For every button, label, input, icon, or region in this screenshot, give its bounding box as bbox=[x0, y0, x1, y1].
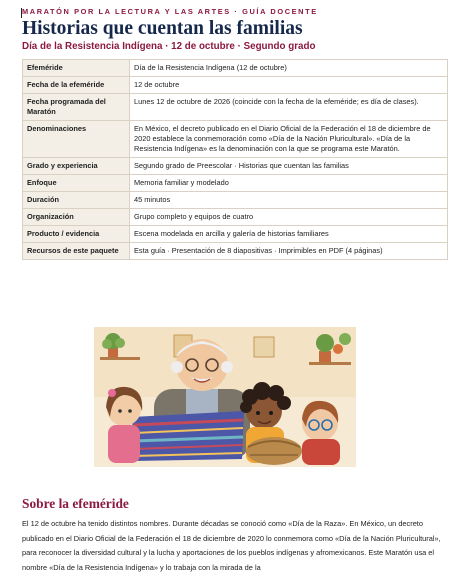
row-value: 45 minutos bbox=[130, 192, 448, 209]
table-row bbox=[23, 243, 448, 260]
table-row bbox=[23, 158, 448, 175]
row-label: Producto / evidencia bbox=[23, 226, 130, 243]
row-label: Grado y experiencia bbox=[23, 158, 130, 175]
row-label: Duración bbox=[23, 192, 130, 209]
row-label: Organización bbox=[23, 209, 130, 226]
kicker: MARATÓN POR LA LECTURA Y LAS ARTES · GUÍA DOCENTE bbox=[22, 7, 318, 16]
row-value: Segundo grado de Preescolar · Historias que cuentan las familias bbox=[130, 158, 448, 175]
row-value: Esta guía · Presentación de 8 diapositivas · Imprimibles en PDF (4 páginas) bbox=[130, 243, 448, 260]
document-page bbox=[22, 6, 448, 260]
table-row bbox=[23, 175, 448, 192]
row-label: Fecha programada del Maratón bbox=[23, 94, 130, 121]
table-row bbox=[23, 94, 448, 121]
row-label: Enfoque bbox=[23, 175, 130, 192]
section-paragraph: El 12 de octubre ha tenido distintos nombres. Durante décadas se conoció como «Día de la Raza». En México, un decreto publicado en el Diario Oficial de la Federación el 18 de diciembre de 2020 lo conmemora como «Día de la Nación Pluricultural», para reconocer la diversidad cultural y la lucha y aportaciones de los pueblos indígenas y afromexicanos. Este Maratón usa el nombre «Día de la Resistencia Indígena» y lo trabaja con la mirada de la bbox=[22, 519, 441, 572]
row-label: Recursos de este paquete bbox=[23, 243, 130, 260]
row-label: Efeméride bbox=[23, 60, 130, 77]
family-illustration bbox=[94, 327, 356, 467]
row-value: 12 de octubre bbox=[130, 77, 448, 94]
info-table bbox=[22, 59, 448, 260]
table-row bbox=[23, 192, 448, 209]
table-row bbox=[23, 77, 448, 94]
section-heading: Sobre la efeméride bbox=[22, 496, 129, 511]
row-value: En México, el decreto publicado en el Diario Oficial de la Federación el 18 de diciembre de 2020 establece la conmemoración como «Día de la Nación Pluricultural». «Día de la Resistencia Indígena» es la denominación con la que se programa este Maratón. bbox=[130, 121, 448, 158]
row-value: Día de la Resistencia Indígena (12 de octubre) bbox=[130, 60, 448, 77]
row-value: Grupo completo y equipos de cuatro bbox=[130, 209, 448, 226]
page-subtitle: Día de la Resistencia Indígena · 12 de octubre · Segundo grado bbox=[22, 41, 316, 52]
row-value: Lunes 12 de octubre de 2026 (coincide con la fecha de la efeméride; es día de clases). bbox=[130, 94, 448, 121]
table-row bbox=[23, 209, 448, 226]
row-value: Escena modelada en arcilla y galería de historias familiares bbox=[130, 226, 448, 243]
table-row bbox=[23, 121, 448, 158]
table-row bbox=[23, 60, 448, 77]
row-label: Denominaciones bbox=[23, 121, 130, 158]
row-value: Memoria familiar y modelado bbox=[130, 175, 448, 192]
table-row bbox=[23, 226, 448, 243]
row-label: Fecha de la efeméride bbox=[23, 77, 130, 94]
page-title: Historias que cuentan las familias bbox=[22, 18, 303, 39]
